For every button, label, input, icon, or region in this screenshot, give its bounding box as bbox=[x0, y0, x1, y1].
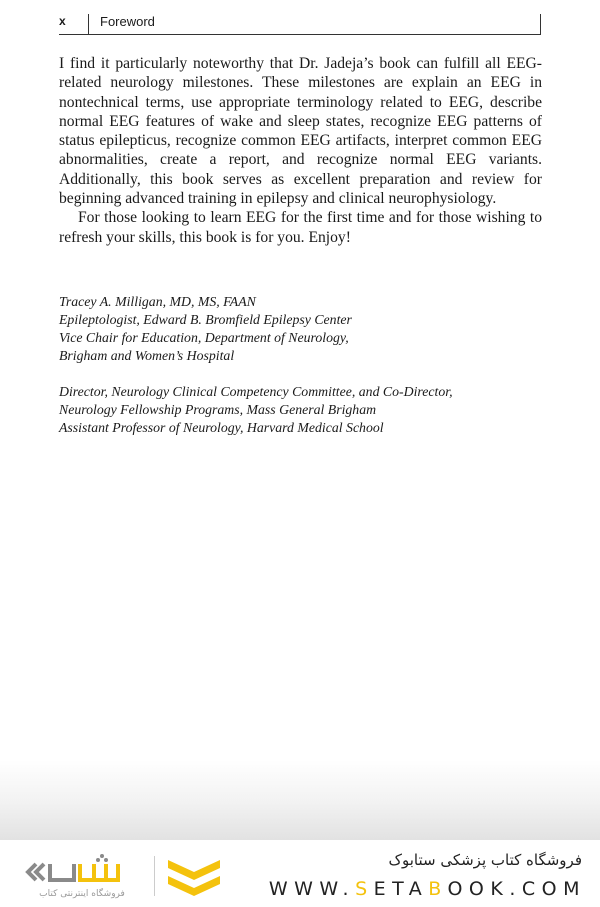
author-title: Neurology Fellowship Programs, Mass General Brigham bbox=[59, 402, 377, 417]
author-title: Director, Neurology Clinical Competency Committee, and Co-Director, bbox=[59, 384, 453, 399]
setabook-logo-icon bbox=[22, 850, 232, 902]
paragraph: I find it particularly noteworthy that Dr. Jadeja’s book can fulfill all EEG-related neurology milestones. These milestones are explain an EEG in nontechnical terms, use appropriate terminology related to EEG, describe normal EEG features of wake and sleep states, recognize EEG patterns of status epilepticus, recognize common EEG artifacts, interpret common EEG abnormalities, create a report, and recognize normal EEG variants. Additionally, this book serves as excellent preparation and review for beginning advanced training in epilepsy and clinical neurophysiology. bbox=[59, 55, 542, 208]
watermark-footer bbox=[0, 840, 600, 907]
signature-block-positions bbox=[59, 383, 542, 437]
signature-block-author bbox=[59, 293, 542, 365]
store-name: فروشگاه کتاب پزشکی ستابوک bbox=[388, 851, 582, 869]
foreword-body bbox=[59, 54, 542, 247]
header-divider bbox=[88, 14, 89, 34]
store-url: WWW.SETABOOK.COM bbox=[268, 878, 586, 900]
author-title: Vice Chair for Education, Department of Neurology, bbox=[59, 330, 349, 345]
section-title: Foreword bbox=[100, 14, 155, 29]
header-end-rule bbox=[540, 14, 541, 34]
author-title: Assistant Professor of Neurology, Harvard Medical School bbox=[59, 420, 384, 435]
paragraph: For those looking to learn EEG for the first time and for those wishing to refresh your skills, this book is for you. Enjoy! bbox=[59, 209, 542, 246]
author-title: Brigham and Women’s Hospital bbox=[59, 348, 235, 363]
author-name: Tracey A. Milligan, MD, MS, FAAN bbox=[59, 294, 256, 309]
running-head bbox=[59, 12, 541, 35]
author-title: Epileptologist, Edward B. Bromfield Epilepsy Center bbox=[59, 312, 352, 327]
page-bottom-shadow bbox=[0, 760, 600, 840]
page-number: x bbox=[59, 14, 66, 28]
svg-text:فروشگاه اینترنتی کتاب: فروشگاه اینترنتی کتاب bbox=[39, 889, 125, 899]
